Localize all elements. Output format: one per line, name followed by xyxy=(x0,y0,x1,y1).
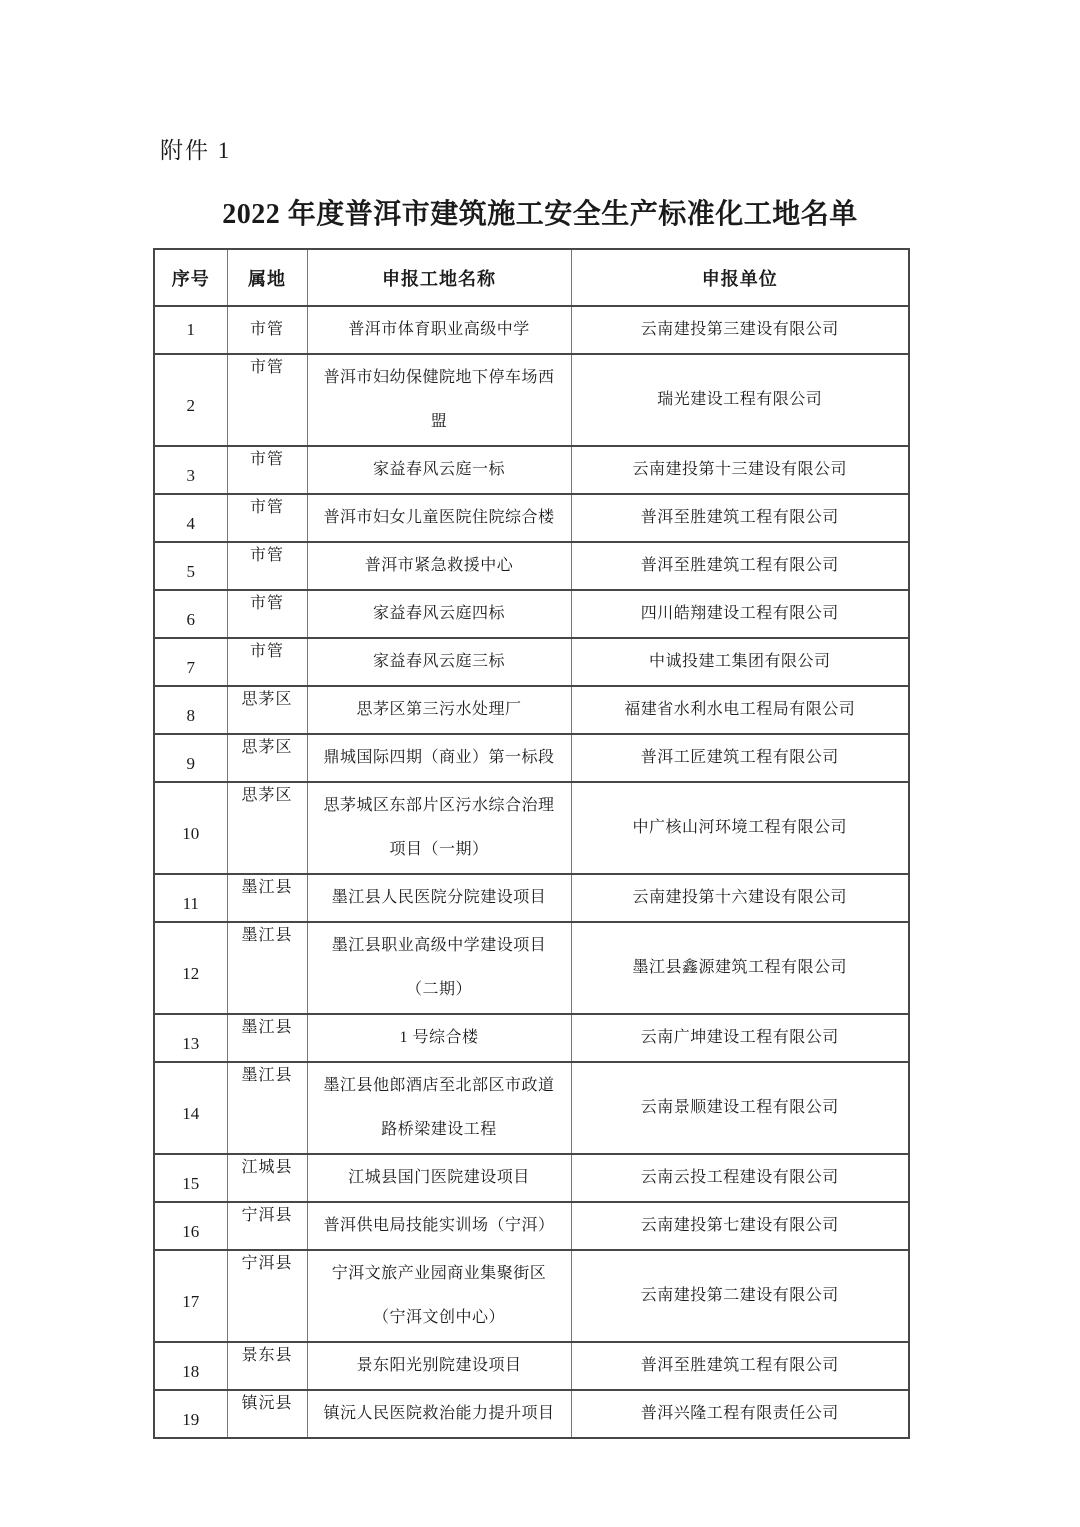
table-row xyxy=(154,1154,909,1202)
cell-seq-number: 13 xyxy=(154,1014,227,1062)
cell-company-name: 普洱至胜建筑工程有限公司 xyxy=(571,542,909,590)
cell-region: 墨江县 xyxy=(227,922,307,1014)
sites-table xyxy=(153,248,910,1439)
cell-company-name: 中诚投建工集团有限公司 xyxy=(571,638,909,686)
cell-seq-number: 12 xyxy=(154,922,227,1014)
cell-company-name: 云南建投第三建设有限公司 xyxy=(571,306,909,354)
cell-site-name: 家益春风云庭一标 xyxy=(307,446,571,494)
cell-company-name: 中广核山河环境工程有限公司 xyxy=(571,782,909,874)
col-header-site: 申报工地名称 xyxy=(307,249,571,306)
cell-region: 墨江县 xyxy=(227,874,307,922)
table-header xyxy=(154,249,909,306)
cell-region: 市管 xyxy=(227,638,307,686)
table-row xyxy=(154,1202,909,1250)
table-row xyxy=(154,874,909,922)
cell-site-name: 思茅区第三污水处理厂 xyxy=(307,686,571,734)
cell-company-name: 云南广坤建设工程有限公司 xyxy=(571,1014,909,1062)
col-header-no: 序号 xyxy=(154,249,227,306)
table-row xyxy=(154,638,909,686)
cell-site-name: 墨江县他郎酒店至北部区市政道路桥梁建设工程 xyxy=(307,1062,571,1154)
cell-site-name: 墨江县职业高级中学建设项目（二期） xyxy=(307,922,571,1014)
table-body xyxy=(154,306,909,1438)
cell-company-name: 福建省水利水电工程局有限公司 xyxy=(571,686,909,734)
cell-company-name: 普洱工匠建筑工程有限公司 xyxy=(571,734,909,782)
cell-seq-number: 17 xyxy=(154,1250,227,1342)
table-row xyxy=(154,782,909,874)
header-row xyxy=(154,249,909,306)
cell-region: 市管 xyxy=(227,590,307,638)
cell-company-name: 普洱至胜建筑工程有限公司 xyxy=(571,1342,909,1390)
cell-site-name: 镇沅人民医院救治能力提升项目 xyxy=(307,1390,571,1438)
attachment-label: 附件 1 xyxy=(160,138,232,163)
cell-company-name: 云南云投工程建设有限公司 xyxy=(571,1154,909,1202)
cell-site-name: 家益春风云庭四标 xyxy=(307,590,571,638)
cell-region: 墨江县 xyxy=(227,1062,307,1154)
cell-seq-number: 3 xyxy=(154,446,227,494)
cell-seq-number: 19 xyxy=(154,1390,227,1438)
cell-region: 思茅区 xyxy=(227,782,307,874)
col-header-region: 属地 xyxy=(227,249,307,306)
cell-region: 市管 xyxy=(227,542,307,590)
cell-region: 景东县 xyxy=(227,1342,307,1390)
cell-company-name: 普洱兴隆工程有限责任公司 xyxy=(571,1390,909,1438)
table-row xyxy=(154,1342,909,1390)
cell-site-name: 普洱供电局技能实训场（宁洱） xyxy=(307,1202,571,1250)
cell-site-name: 思茅城区东部片区污水综合治理项目（一期） xyxy=(307,782,571,874)
cell-region: 市管 xyxy=(227,306,307,354)
cell-seq-number: 8 xyxy=(154,686,227,734)
cell-company-name: 云南建投第七建设有限公司 xyxy=(571,1202,909,1250)
table-row xyxy=(154,1062,909,1154)
cell-site-name: 家益春风云庭三标 xyxy=(307,638,571,686)
cell-seq-number: 4 xyxy=(154,494,227,542)
table-row xyxy=(154,306,909,354)
cell-region: 宁洱县 xyxy=(227,1250,307,1342)
cell-site-name: 普洱市妇女儿童医院住院综合楼 xyxy=(307,494,571,542)
table-row xyxy=(154,542,909,590)
cell-region: 江城县 xyxy=(227,1154,307,1202)
cell-site-name: 鼎城国际四期（商业）第一标段 xyxy=(307,734,571,782)
cell-seq-number: 2 xyxy=(154,354,227,446)
cell-region: 市管 xyxy=(227,494,307,542)
cell-company-name: 云南建投第二建设有限公司 xyxy=(571,1250,909,1342)
table-row xyxy=(154,446,909,494)
cell-seq-number: 7 xyxy=(154,638,227,686)
cell-seq-number: 5 xyxy=(154,542,227,590)
cell-company-name: 云南建投第十六建设有限公司 xyxy=(571,874,909,922)
cell-company-name: 云南景顺建设工程有限公司 xyxy=(571,1062,909,1154)
cell-company-name: 瑞光建设工程有限公司 xyxy=(571,354,909,446)
cell-seq-number: 1 xyxy=(154,306,227,354)
cell-company-name: 四川皓翔建设工程有限公司 xyxy=(571,590,909,638)
table-row xyxy=(154,1390,909,1438)
cell-region: 思茅区 xyxy=(227,734,307,782)
cell-region: 宁洱县 xyxy=(227,1202,307,1250)
cell-site-name: 墨江县人民医院分院建设项目 xyxy=(307,874,571,922)
cell-site-name: 普洱市紧急救援中心 xyxy=(307,542,571,590)
table-row xyxy=(154,922,909,1014)
table-row xyxy=(154,1014,909,1062)
cell-site-name: 景东阳光别院建设项目 xyxy=(307,1342,571,1390)
page-title: 2022 年度普洱市建筑施工安全生产标准化工地名单 xyxy=(222,199,858,230)
table-row xyxy=(154,590,909,638)
table-row xyxy=(154,1250,909,1342)
cell-company-name: 云南建投第十三建设有限公司 xyxy=(571,446,909,494)
cell-region: 墨江县 xyxy=(227,1014,307,1062)
cell-region: 市管 xyxy=(227,354,307,446)
cell-company-name: 墨江县鑫源建筑工程有限公司 xyxy=(571,922,909,1014)
cell-seq-number: 18 xyxy=(154,1342,227,1390)
table-row xyxy=(154,354,909,446)
cell-site-name: 江城县国门医院建设项目 xyxy=(307,1154,571,1202)
table-row xyxy=(154,494,909,542)
cell-seq-number: 9 xyxy=(154,734,227,782)
cell-site-name: 普洱市体育职业高级中学 xyxy=(307,306,571,354)
cell-site-name: 普洱市妇幼保健院地下停车场西盟 xyxy=(307,354,571,446)
col-header-unit: 申报单位 xyxy=(571,249,909,306)
cell-seq-number: 11 xyxy=(154,874,227,922)
cell-site-name: 宁洱文旅产业园商业集聚街区（宁洱文创中心） xyxy=(307,1250,571,1342)
cell-site-name: 1 号综合楼 xyxy=(307,1014,571,1062)
cell-seq-number: 16 xyxy=(154,1202,227,1250)
cell-seq-number: 15 xyxy=(154,1154,227,1202)
cell-seq-number: 6 xyxy=(154,590,227,638)
cell-company-name: 普洱至胜建筑工程有限公司 xyxy=(571,494,909,542)
table-row xyxy=(154,734,909,782)
cell-region: 市管 xyxy=(227,446,307,494)
cell-region: 镇沅县 xyxy=(227,1390,307,1438)
table-row xyxy=(154,686,909,734)
cell-seq-number: 10 xyxy=(154,782,227,874)
cell-region: 思茅区 xyxy=(227,686,307,734)
cell-seq-number: 14 xyxy=(154,1062,227,1154)
